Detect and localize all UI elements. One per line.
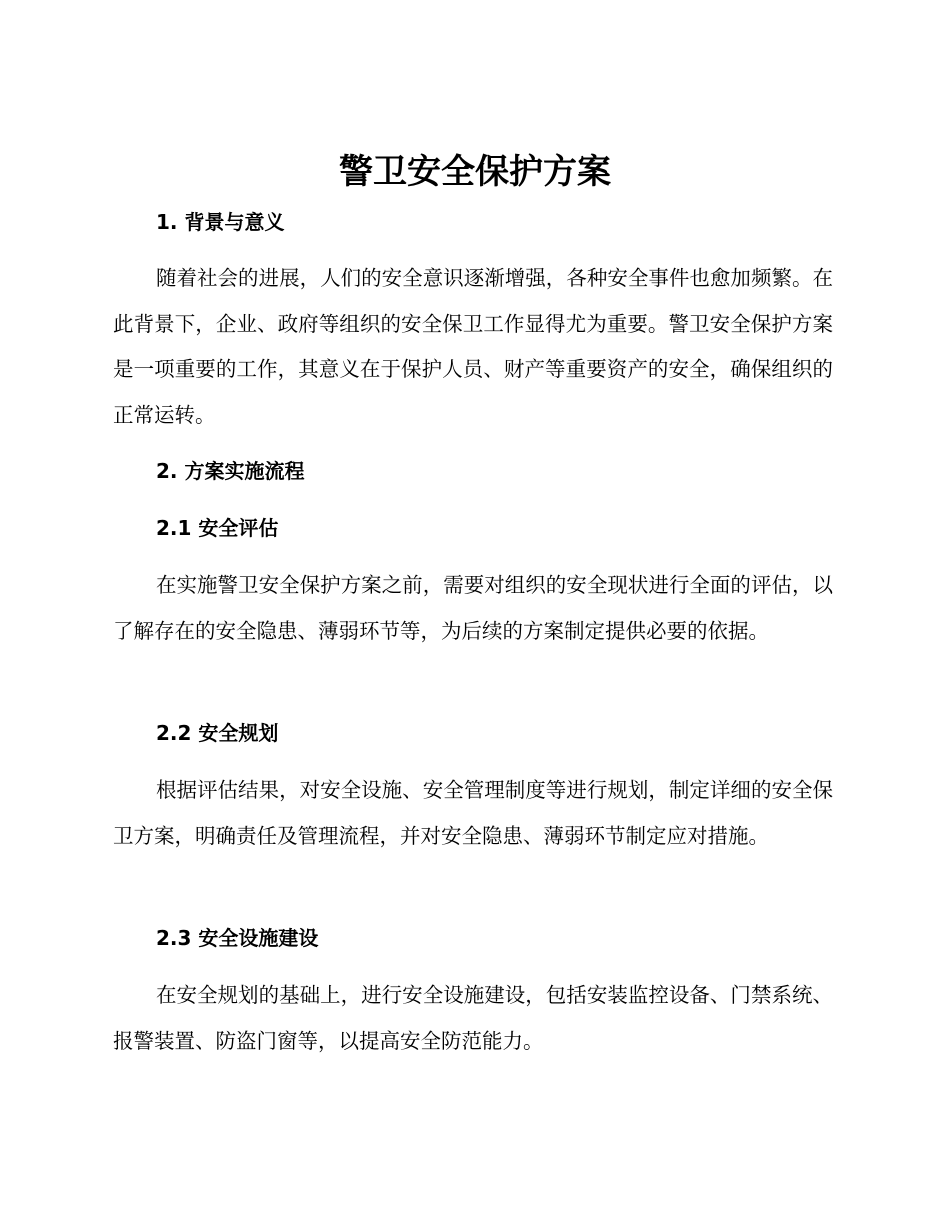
document-title: 警卫安全保护方案: [339, 152, 611, 192]
section-paragraph-facilities: 在安全规划的基础上，进行安全设施建设，包括安装监控设备、门禁系统、报警装置、防盗门窗等，以提高安全防范能力。: [113, 983, 833, 1053]
section-heading-assessment: 2.1 安全评估: [156, 516, 279, 540]
section-heading-process: 2. 方案实施流程: [156, 459, 305, 483]
section-paragraph-planning: 根据评估结果，对安全设施、安全管理制度等进行规划，制定详细的安全保卫方案，明确责任及管理流程，并对安全隐患、薄弱环节制定应对措施。: [113, 778, 833, 848]
section-paragraph-background: 随着社会的进展，人们的安全意识逐渐增强，各种安全事件也愈加频繁。在此背景下，企业、政府等组织的安全保卫工作显得尤为重要。警卫安全保护方案是一项重要的工作，其意义在于保护人员、财产等重要资产的安全，确保组织的正常运转。: [113, 266, 833, 427]
section-heading-planning: 2.2 安全规划: [156, 721, 279, 745]
section-paragraph-assessment: 在实施警卫安全保护方案之前，需要对组织的安全现状进行全面的评估，以了解存在的安全隐患、薄弱环节等，为后续的方案制定提供必要的依据。: [113, 573, 833, 643]
section-heading-background: 1. 背景与意义: [156, 210, 285, 234]
section-heading-facilities: 2.3 安全设施建设: [156, 926, 319, 950]
